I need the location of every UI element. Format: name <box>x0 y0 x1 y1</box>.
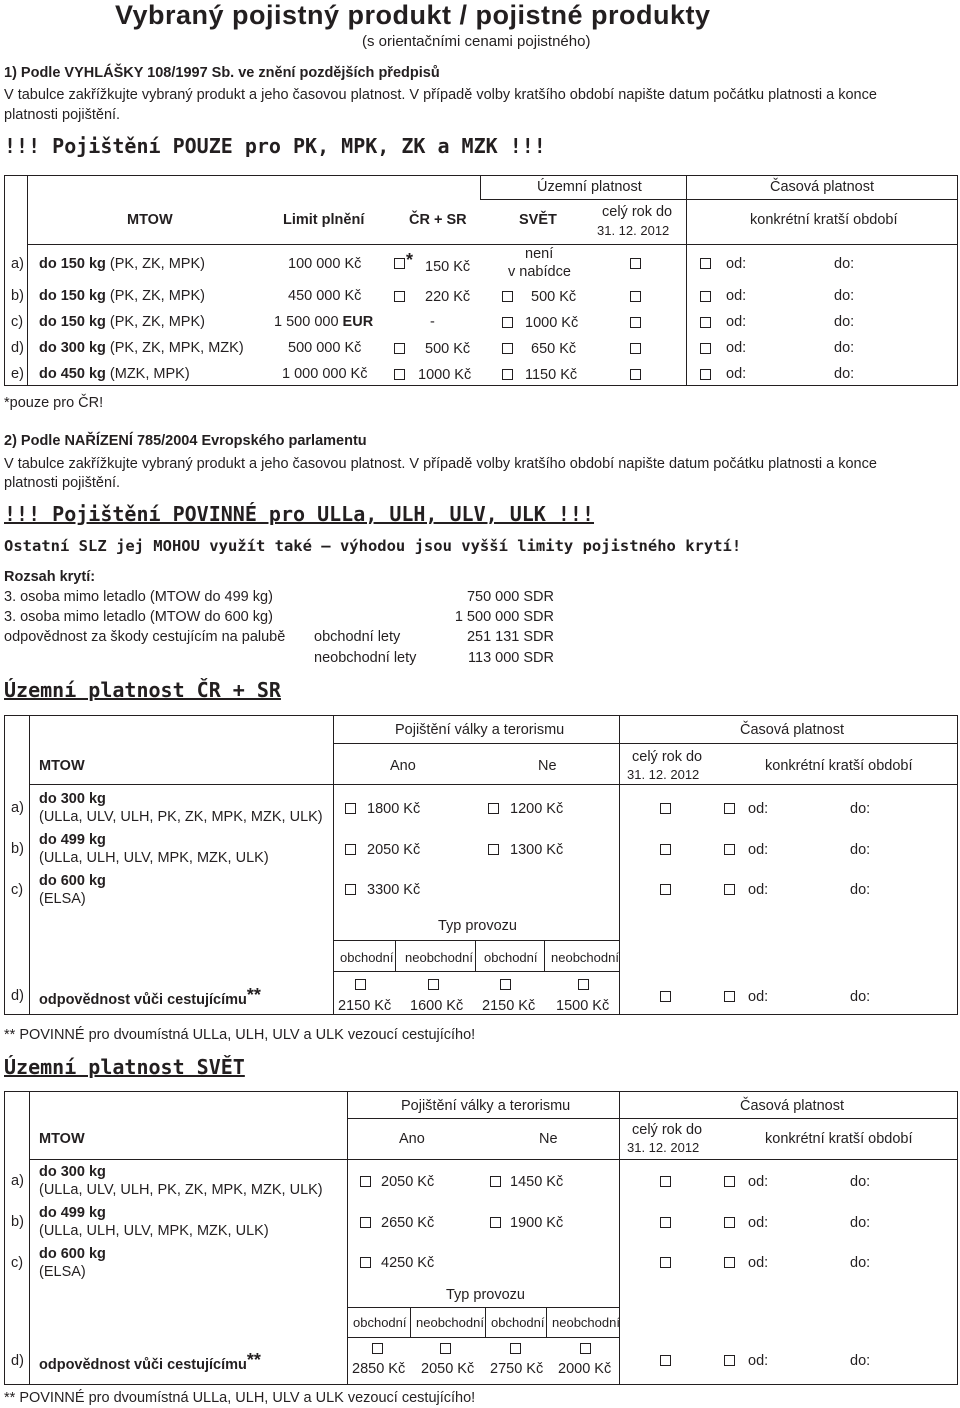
optype-noncommercial: neobchodní <box>405 950 473 965</box>
header-shorter-period: konkrétní kratší období <box>765 758 913 774</box>
to-label: do: <box>850 1353 871 1369</box>
from-label: od: <box>748 1215 769 1231</box>
header-no: Ne <box>539 1131 558 1147</box>
checkbox-shorter-period[interactable] <box>724 991 735 1002</box>
header-whole-year-line2: 31. 12. 2012 <box>627 1140 700 1155</box>
row-types: (ELSA) <box>39 1264 86 1280</box>
section2-heading: 2) Podle NAŘÍZENÍ 785/2004 Evropského parlamentu <box>4 433 367 449</box>
row-letter: a) <box>11 1173 24 1189</box>
header-whole-year-line1: celý rok do <box>602 204 673 220</box>
header-whole-year-line2: 31. 12. 2012 <box>627 767 700 782</box>
checkbox-cr-sr[interactable] <box>394 291 405 302</box>
section2-instruction-line1: V tabulce zakřížkujte vybraný produkt a jeho časovou platnost. V případě volby kratšího období napište datum počátku platnosti a konce <box>4 456 877 472</box>
checkbox-war-yes[interactable] <box>345 803 356 814</box>
checkbox-whole-year[interactable] <box>630 343 641 354</box>
coverage-title: Rozsah krytí: <box>4 569 96 585</box>
price-world: 500 Kč <box>531 289 577 305</box>
checkbox-shorter-period[interactable] <box>700 317 711 328</box>
header-no: Ne <box>538 758 557 774</box>
checkbox-passenger-3[interactable] <box>510 1343 521 1354</box>
row-passenger-liability: odpovědnost vůči cestujícímu** <box>39 985 261 1008</box>
section1-warning: !!! Pojištění POUZE pro PK, MPK, ZK a MZK !!! <box>4 134 546 158</box>
row-types: (ULLa, ULV, ULH, PK, ZK, MPK, MZK, ULK) <box>39 809 323 825</box>
section1-footnote: *pouze pro ČR! <box>4 395 104 411</box>
to-label: do: <box>834 314 855 330</box>
price-passenger: 2850 Kč <box>352 1361 406 1377</box>
to-label: do: <box>850 1174 871 1190</box>
header-war-terrorism: Pojištění války a terorismu <box>401 1098 571 1114</box>
price-passenger: 2150 Kč <box>482 998 536 1014</box>
row-limit: 100 000 Kč <box>288 256 362 272</box>
price-passenger: 1600 Kč <box>410 998 464 1014</box>
price-yes: 3300 Kč <box>367 882 421 898</box>
row-letter: b) <box>11 288 24 304</box>
header-limit: Limit plnění <box>283 212 365 228</box>
row-letter: b) <box>11 841 24 857</box>
header-operation-type: Typ provozu <box>446 1287 525 1303</box>
row-types: (ULLa, ULV, ULH, PK, ZK, MPK, MZK, ULK) <box>39 1182 323 1198</box>
price-cr-sr: - <box>430 314 435 330</box>
from-label: od: <box>726 340 747 356</box>
row-limit: 1 500 000 EUR <box>274 314 374 330</box>
row-letter: d) <box>11 988 24 1004</box>
price-passenger: 2050 Kč <box>421 1361 475 1377</box>
from-label: od: <box>726 314 747 330</box>
to-label: do: <box>850 989 871 1005</box>
checkbox-shorter-period[interactable] <box>700 343 711 354</box>
header-operation-type: Typ provozu <box>438 918 517 934</box>
checkbox-passenger-2[interactable] <box>440 1343 451 1354</box>
section1-instruction-line1: V tabulce zakřížkujte vybraný produkt a jeho časovou platnost. V případě volby kratšího období napište datum počátku platnosti a konce <box>4 87 877 103</box>
checkbox-war-yes[interactable] <box>360 1176 371 1187</box>
table3-footnote: ** POVINNÉ pro dvoumístná ULLa, ULH, ULV a ULK vezoucí cestujícího! <box>4 1390 476 1406</box>
row-letter: d) <box>11 1353 24 1369</box>
header-yes: Ano <box>390 758 416 774</box>
to-label: do: <box>850 1255 871 1271</box>
price-world: 1000 Kč <box>525 315 579 331</box>
checkbox-war-yes[interactable] <box>345 884 356 895</box>
row-limit: 1 000 000 Kč <box>282 366 368 382</box>
checkbox-war-no[interactable] <box>488 844 499 855</box>
coverage-sub: obchodní lety <box>314 629 401 645</box>
checkbox-passenger-1[interactable] <box>372 1343 383 1354</box>
checkbox-world[interactable] <box>502 343 513 354</box>
to-label: do: <box>834 340 855 356</box>
section1-heading: 1) Podle VYHLÁŠKY 108/1997 Sb. ve znění pozdějších předpisů <box>4 65 440 81</box>
optype-noncommercial: neobchodní <box>551 950 619 965</box>
checkbox-shorter-period[interactable] <box>700 369 711 380</box>
header-shorter-period: konkrétní kratší období <box>750 212 898 228</box>
row-weight: do 499 kg <box>39 832 106 848</box>
row-letter: c) <box>11 882 24 898</box>
price-passenger: 2150 Kč <box>338 998 392 1014</box>
header-time-validity: Časová platnost <box>740 722 844 738</box>
from-label: od: <box>748 1353 769 1369</box>
to-label: do: <box>850 842 871 858</box>
header-mtow: MTOW <box>127 212 173 228</box>
row-types: (ULLa, ULH, ULV, MPK, MZK, ULK) <box>39 850 269 866</box>
row-letter: c) <box>11 1255 24 1271</box>
row-mtow: do 450 kg (MZK, MPK) <box>39 366 190 382</box>
not-offered-line2: v nabídce <box>508 264 571 280</box>
row-letter: e) <box>11 366 24 382</box>
checkbox-shorter-period[interactable] <box>724 1257 735 1268</box>
row-letter: a) <box>11 256 24 272</box>
price-passenger: 2000 Kč <box>558 1361 612 1377</box>
optype-commercial: obchodní <box>340 950 394 965</box>
row-letter: b) <box>11 1214 24 1230</box>
coverage-value: 113 000 SDR <box>468 650 554 666</box>
page-title: Vybraný pojistný produkt / pojistné produkty <box>115 0 711 30</box>
from-label: od: <box>726 256 747 272</box>
coverage-value: 750 000 SDR <box>466 589 554 605</box>
checkbox-whole-year[interactable] <box>630 291 641 302</box>
checkbox-whole-year[interactable] <box>660 1257 671 1268</box>
checkbox-shorter-period[interactable] <box>724 1355 735 1366</box>
coverage-label: 3. osoba mimo letadlo (MTOW do 499 kg) <box>4 589 273 605</box>
row-weight: do 499 kg <box>39 1205 106 1221</box>
optype-commercial: obchodní <box>353 1315 407 1330</box>
checkbox-world[interactable] <box>502 369 513 380</box>
checkbox-whole-year[interactable] <box>660 991 671 1002</box>
checkbox-cr-sr[interactable] <box>394 343 405 354</box>
price-world: 1150 Kč <box>525 367 578 383</box>
price-yes: 4250 Kč <box>381 1255 435 1271</box>
row-weight: do 600 kg <box>39 873 106 889</box>
checkbox-passenger-2[interactable] <box>428 979 439 990</box>
from-label: od: <box>726 288 747 304</box>
checkbox-shorter-period[interactable] <box>724 1217 735 1228</box>
section2-instruction-line2: platnosti pojištění. <box>4 475 121 491</box>
checkbox-world[interactable] <box>502 291 513 302</box>
row-mtow: do 150 kg (PK, ZK, MPK) <box>39 288 205 304</box>
coverage-value: 251 131 SDR <box>466 629 554 645</box>
price-yes: 2050 Kč <box>367 842 421 858</box>
price-yes: 2650 Kč <box>381 1215 435 1231</box>
row-mtow: do 300 kg (PK, ZK, MPK, MZK) <box>39 340 244 356</box>
to-label: do: <box>850 882 871 898</box>
table2-footnote: ** POVINNÉ pro dvoumístná ULLa, ULH, ULV a ULK vezoucí cestujícího! <box>4 1027 476 1043</box>
asterisk: * <box>406 250 414 270</box>
header-mtow: MTOW <box>39 758 85 774</box>
header-whole-year-line2: 31. 12. 2012 <box>597 223 670 238</box>
checkbox-whole-year[interactable] <box>630 258 641 269</box>
from-label: od: <box>748 989 769 1005</box>
checkbox-shorter-period[interactable] <box>724 884 735 895</box>
coverage-label: odpovědnost za škody cestujícím na palubě <box>4 629 286 645</box>
checkbox-cr-sr[interactable] <box>394 369 405 380</box>
row-weight: do 300 kg <box>39 1164 106 1180</box>
header-time-validity: Časová platnost <box>740 1098 844 1114</box>
header-world: SVĚT <box>519 212 557 228</box>
not-offered-line1: není <box>525 246 554 262</box>
checkbox-shorter-period[interactable] <box>724 1176 735 1187</box>
checkbox-whole-year[interactable] <box>660 1176 671 1187</box>
header-war-terrorism: Pojištění války a terorismu <box>395 722 565 738</box>
header-time-validity: Časová platnost <box>770 179 874 195</box>
row-letter: c) <box>11 314 24 330</box>
checkbox-whole-year[interactable] <box>660 1217 671 1228</box>
row-passenger-liability: odpovědnost vůči cestujícímu** <box>39 1350 261 1373</box>
checkbox-whole-year[interactable] <box>660 803 671 814</box>
row-limit: 500 000 Kč <box>288 340 362 356</box>
checkbox-war-no[interactable] <box>490 1217 501 1228</box>
page-subtitle: (s orientačními cenami pojistného) <box>362 33 591 50</box>
price-world: 650 Kč <box>531 341 577 357</box>
checkbox-shorter-period[interactable] <box>724 803 735 814</box>
to-label: do: <box>834 288 855 304</box>
checkbox-whole-year[interactable] <box>630 317 641 328</box>
to-label: do: <box>834 366 855 382</box>
row-mtow: do 150 kg (PK, ZK, MPK) <box>39 256 205 272</box>
from-label: od: <box>748 882 769 898</box>
header-whole-year-line1: celý rok do <box>632 749 703 765</box>
optype-commercial: obchodní <box>484 950 538 965</box>
price-no: 1300 Kč <box>510 842 564 858</box>
section2-note: Ostatní SLZ jej MOHOU využít také – výhodou jsou vyšší limity pojistného krytí! <box>4 537 742 555</box>
optype-noncommercial: neobchodní <box>416 1315 484 1330</box>
header-cr-sr: ČR + SR <box>409 212 467 228</box>
price-cr-sr: 1000 Kč <box>418 367 472 383</box>
row-types: (ELSA) <box>39 891 86 907</box>
price-yes: 1800 Kč <box>367 801 421 817</box>
checkbox-whole-year[interactable] <box>660 844 671 855</box>
to-label: do: <box>850 1215 871 1231</box>
header-yes: Ano <box>399 1131 425 1147</box>
checkbox-war-no[interactable] <box>490 1176 501 1187</box>
row-mtow: do 150 kg (PK, ZK, MPK) <box>39 314 205 330</box>
checkbox-war-yes[interactable] <box>360 1217 371 1228</box>
checkbox-whole-year[interactable] <box>630 369 641 380</box>
from-label: od: <box>748 801 769 817</box>
section1-instruction-line2: platnosti pojištění. <box>4 107 121 123</box>
row-limit: 450 000 Kč <box>288 288 362 304</box>
price-passenger: 2750 Kč <box>490 1361 544 1377</box>
checkbox-whole-year[interactable] <box>660 1355 671 1366</box>
header-whole-year-line1: celý rok do <box>632 1122 703 1138</box>
checkbox-cr-sr[interactable] <box>394 258 405 269</box>
checkbox-shorter-period[interactable] <box>724 844 735 855</box>
price-no: 1900 Kč <box>510 1215 564 1231</box>
checkbox-passenger-1[interactable] <box>355 979 366 990</box>
table3-heading: Územní platnost SVĚT <box>4 1055 245 1079</box>
checkbox-passenger-4[interactable] <box>580 1343 591 1354</box>
price-cr-sr: 500 Kč <box>425 341 471 357</box>
from-label: od: <box>748 842 769 858</box>
checkbox-shorter-period[interactable] <box>700 291 711 302</box>
header-shorter-period: konkrétní kratší období <box>765 1131 913 1147</box>
from-label: od: <box>748 1255 769 1271</box>
coverage-value: 1 500 000 SDR <box>454 609 554 625</box>
price-cr-sr: 220 Kč <box>425 289 471 305</box>
checkbox-whole-year[interactable] <box>660 884 671 895</box>
row-letter: a) <box>11 800 24 816</box>
from-label: od: <box>726 366 747 382</box>
coverage-label: 3. osoba mimo letadlo (MTOW do 600 kg) <box>4 609 273 625</box>
to-label: do: <box>850 801 871 817</box>
price-yes: 2050 Kč <box>381 1174 435 1190</box>
checkbox-world[interactable] <box>502 317 513 328</box>
checkbox-war-no[interactable] <box>488 803 499 814</box>
price-no: 1200 Kč <box>510 801 564 817</box>
row-letter: d) <box>11 340 24 356</box>
section2-warning: !!! Pojištění POVINNÉ pro ULLa, ULH, ULV, ULK !!! <box>4 502 595 526</box>
checkbox-war-yes[interactable] <box>360 1257 371 1268</box>
price-no: 1450 Kč <box>510 1174 564 1190</box>
to-label: do: <box>834 256 855 272</box>
price-passenger: 1500 Kč <box>556 998 610 1014</box>
from-label: od: <box>748 1174 769 1190</box>
price-cr-sr: 150 Kč <box>425 259 471 275</box>
optype-noncommercial: neobchodní <box>552 1315 620 1330</box>
optype-commercial: obchodní <box>491 1315 545 1330</box>
header-mtow: MTOW <box>39 1131 85 1147</box>
header-territorial-validity: Územní platnost <box>537 179 642 195</box>
coverage-sub: neobchodní lety <box>314 650 417 666</box>
checkbox-passenger-3[interactable] <box>500 979 511 990</box>
row-weight: do 300 kg <box>39 791 106 807</box>
table2-heading: Územní platnost ČR + SR <box>4 678 281 702</box>
checkbox-shorter-period[interactable] <box>700 258 711 269</box>
row-types: (ULLa, ULH, ULV, MPK, MZK, ULK) <box>39 1223 269 1239</box>
checkbox-passenger-4[interactable] <box>578 979 589 990</box>
row-weight: do 600 kg <box>39 1246 106 1262</box>
checkbox-war-yes[interactable] <box>345 844 356 855</box>
